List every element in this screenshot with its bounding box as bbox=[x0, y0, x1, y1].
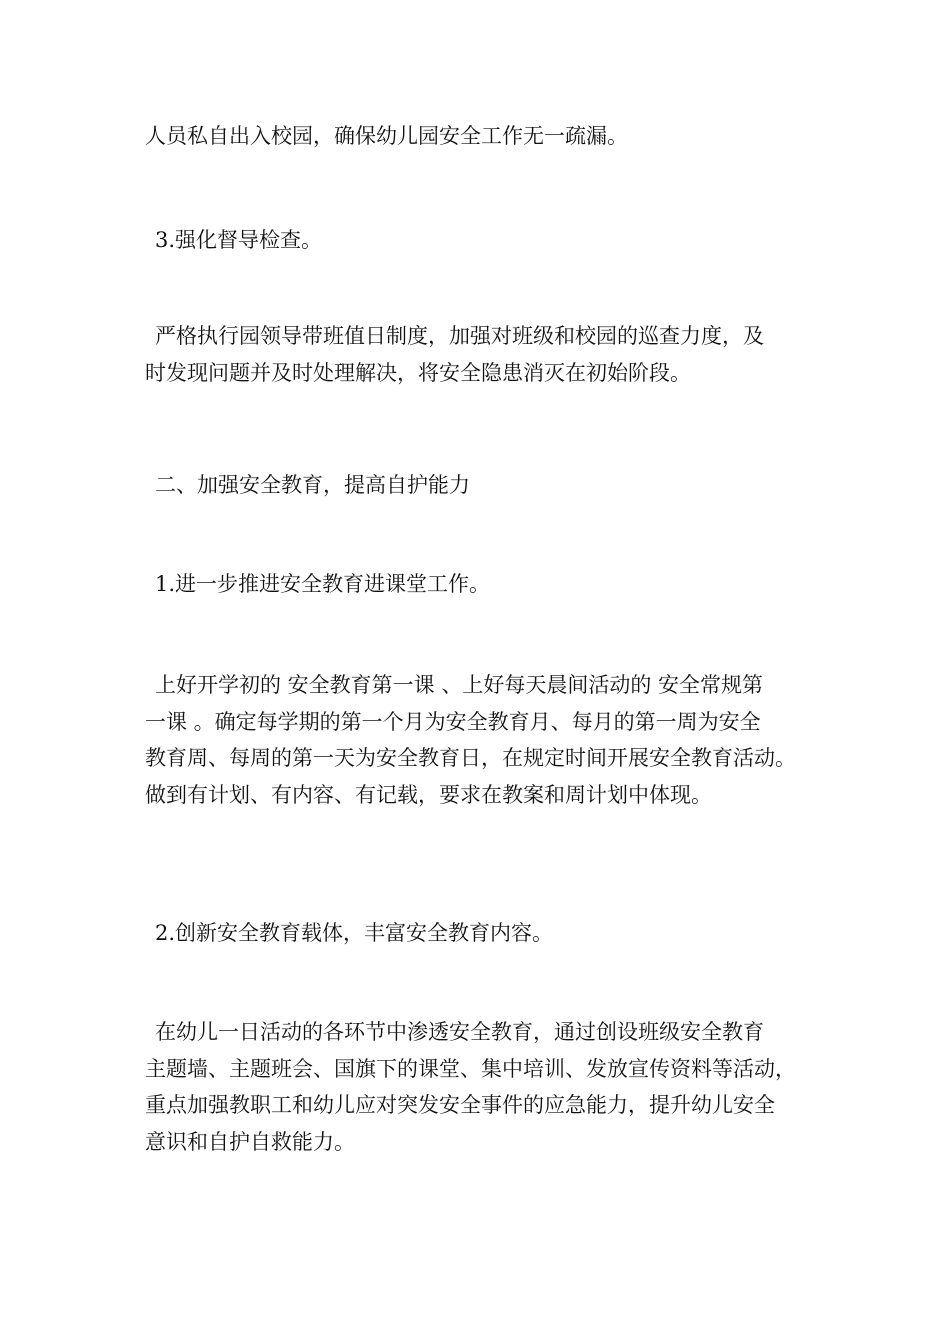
subheading-3 bbox=[145, 222, 813, 259]
text-line: 在幼儿一日活动的各环节中渗透安全教育，通过创设班级安全教育 bbox=[155, 1020, 764, 1044]
text-line: 时发现问题并及时处理解决，将安全隐患消灭在初始阶段。 bbox=[145, 360, 691, 385]
text-line: 一课 。确定每学期的第一个月为安全教育月、每月的第一周为安全 bbox=[145, 709, 761, 734]
text-line: 主题墙、主题班会、国旗下的课堂、集中培训、发放宣传资料等活动， bbox=[145, 1056, 796, 1081]
text-line: 重点加强教职工和幼儿应对突发安全事件的应急能力，提升幼儿安全 bbox=[145, 1093, 775, 1117]
subheading-1 bbox=[145, 566, 813, 603]
text-line: 2.创新安全教育载体，丰富安全教育内容。 bbox=[155, 921, 554, 945]
text-line: 上好开学初的 安全教育第一课 、上好每天晨间活动的 安全常规第 bbox=[155, 673, 764, 697]
paragraph-inspection bbox=[145, 318, 813, 391]
text-line: 做到有计划、有内容、有记载，要求在教案和周计划中体现。 bbox=[145, 782, 712, 807]
text-line: 教育周、每周的第一天为安全教育日，在规定时间开展安全教育活动。 bbox=[145, 746, 796, 770]
subheading-2 bbox=[145, 915, 813, 952]
paragraph-classroom-education bbox=[145, 667, 813, 813]
text-line: 严格执行园领导带班值日制度，加强对班级和校园的巡查力度，及 bbox=[155, 324, 764, 348]
section-heading-2 bbox=[145, 467, 813, 504]
paragraph-continuation bbox=[145, 118, 813, 155]
paragraph-education-carrier bbox=[145, 1014, 813, 1160]
text-line: 3.强化督导检查。 bbox=[155, 228, 323, 252]
text-line: 意识和自护自救能力。 bbox=[145, 1129, 355, 1154]
text-line: 二、加强安全教育，提高自护能力 bbox=[155, 473, 470, 497]
text-line: 1.进一步推进安全教育进课堂工作。 bbox=[155, 572, 491, 596]
text-line: 人员私自出入校园，确保幼儿园安全工作无一疏漏。 bbox=[145, 124, 628, 148]
